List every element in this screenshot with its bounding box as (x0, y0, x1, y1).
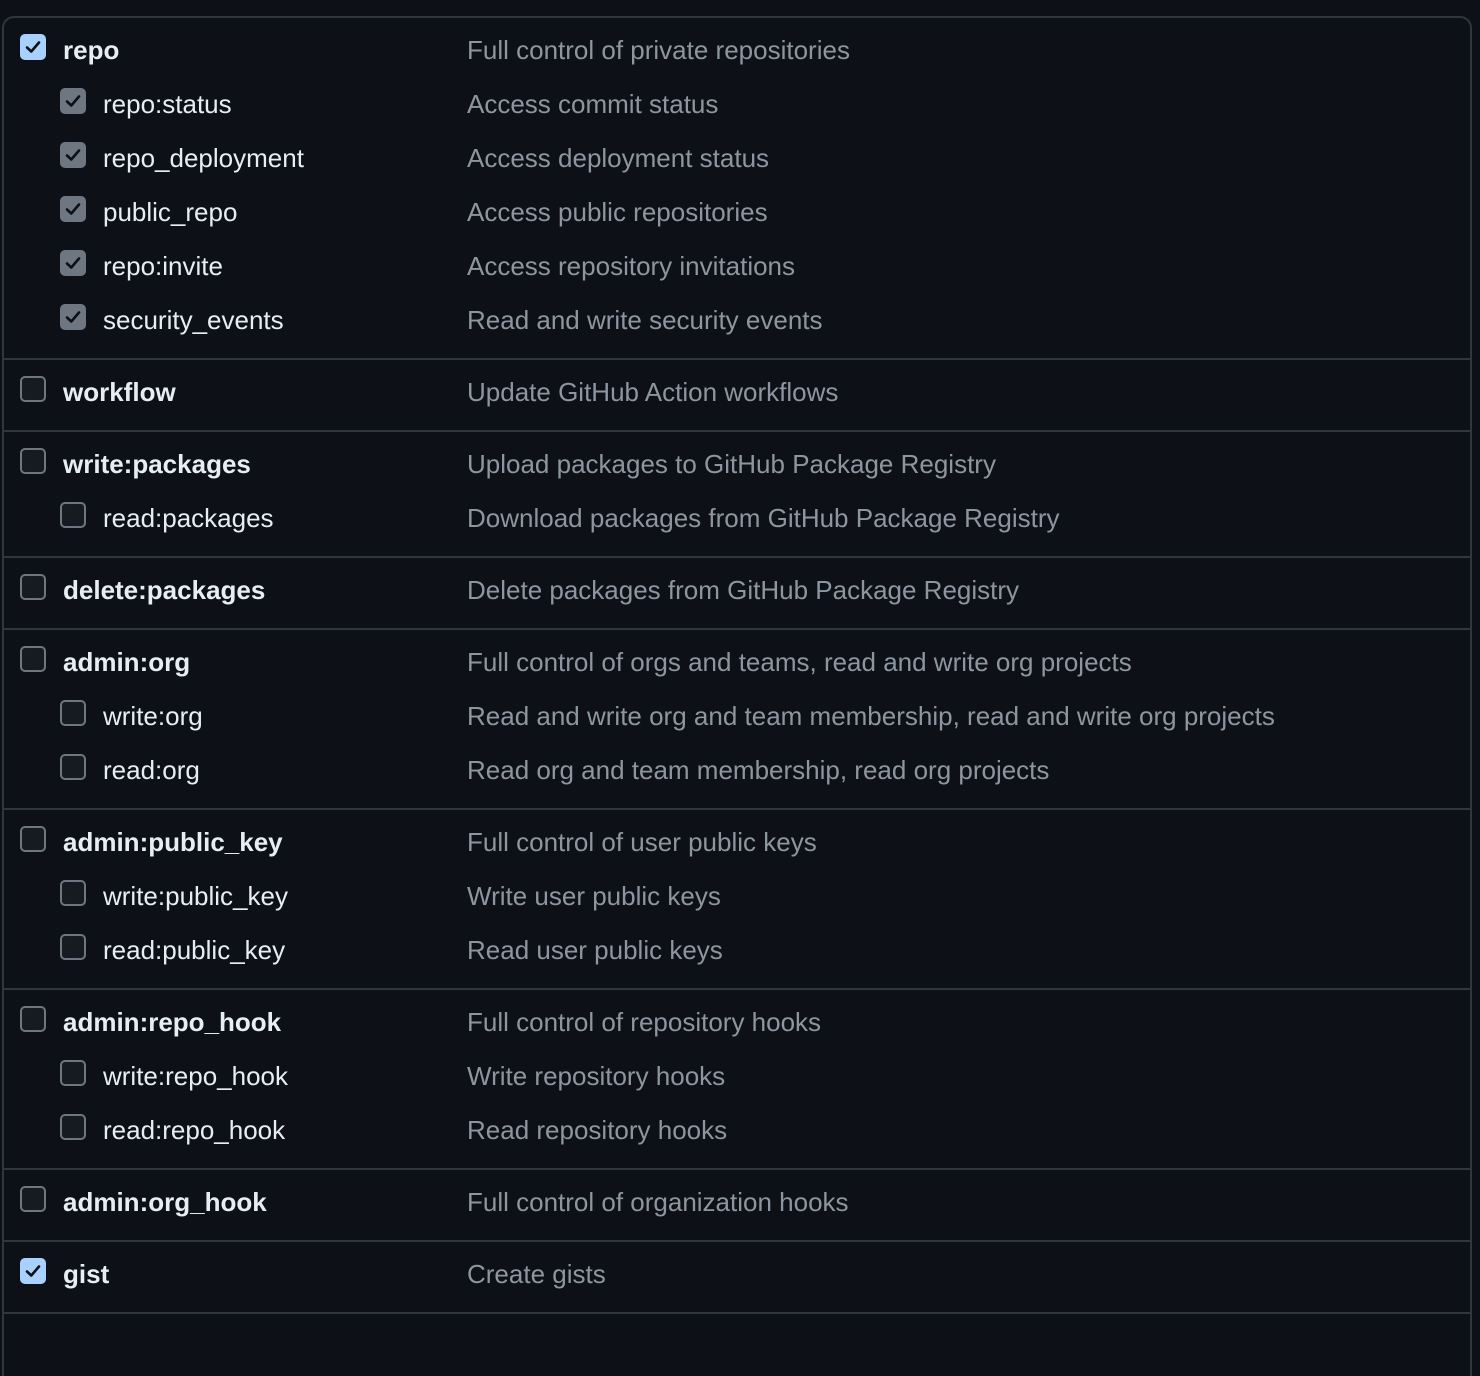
scope-description: Read user public keys (467, 935, 723, 965)
scope-row (4, 638, 1470, 692)
scope-row (4, 566, 1470, 620)
scope-name: workflow (63, 377, 176, 407)
scope-name: repo:invite (103, 251, 223, 281)
scope-name: write:repo_hook (103, 1061, 288, 1091)
check-icon (23, 37, 43, 57)
scope-row (4, 818, 1470, 872)
check-icon (63, 253, 83, 273)
scope-description: Write user public keys (467, 881, 721, 911)
check-icon (23, 1261, 43, 1281)
scope-checkbox-security-events[interactable] (60, 304, 86, 330)
scope-group-delete-packages (4, 558, 1470, 630)
scope-group-admin-public-key (4, 810, 1470, 990)
scope-description: Full control of orgs and teams, read and write org projects (467, 647, 1132, 677)
scope-checkbox-read-repo-hook[interactable] (60, 1114, 86, 1140)
scope-row (4, 1178, 1470, 1232)
scope-description: Read org and team membership, read org projects (467, 755, 1050, 785)
scope-group-workflow (4, 360, 1470, 432)
scope-name: admin:org_hook (63, 1187, 267, 1217)
scope-name: security_events (103, 305, 284, 335)
scope-checkbox-admin-public-key[interactable] (20, 826, 46, 852)
scope-description: Create gists (467, 1259, 606, 1289)
scope-checkbox-admin-org[interactable] (20, 646, 46, 672)
scope-name: write:public_key (103, 881, 288, 911)
scope-description: Full control of private repositories (467, 35, 850, 65)
scope-description: Access public repositories (467, 197, 768, 227)
scope-name: write:org (103, 701, 203, 731)
scope-row (4, 368, 1470, 422)
scope-group-repo (4, 18, 1470, 360)
subscope-row (4, 1106, 1470, 1160)
scope-name: repo_deployment (103, 143, 304, 173)
scope-name: admin:org (63, 647, 191, 677)
subscope-row (4, 134, 1470, 188)
scope-description: Full control of repository hooks (467, 1007, 822, 1037)
scope-checkbox-read-public-key[interactable] (60, 934, 86, 960)
scope-name: read:org (103, 755, 200, 785)
subscope-row (4, 296, 1470, 350)
subscope-row (4, 494, 1470, 548)
scope-checkbox-write-repo-hook[interactable] (60, 1060, 86, 1086)
scope-row (4, 440, 1470, 494)
scope-checkbox-repo-deployment[interactable] (60, 142, 86, 168)
scope-name: repo (63, 35, 120, 65)
scope-name: admin:public_key (63, 827, 283, 857)
scopes-panel (2, 16, 1472, 1376)
scope-description: Full control of organization hooks (467, 1187, 849, 1217)
scope-name: repo:status (103, 89, 232, 119)
scope-checkbox-write-packages[interactable] (20, 448, 46, 474)
subscope-row (4, 692, 1470, 746)
scope-checkbox-admin-repo-hook[interactable] (20, 1006, 46, 1032)
scope-checkbox-workflow[interactable] (20, 376, 46, 402)
scope-name: delete:packages (63, 575, 266, 605)
scope-description: Write repository hooks (467, 1061, 726, 1091)
subscope-row (4, 926, 1470, 980)
scope-description: Full control of user public keys (467, 827, 817, 857)
scope-row (4, 26, 1470, 80)
check-icon (63, 307, 83, 327)
scope-group-admin-org (4, 630, 1470, 810)
scope-name: admin:repo_hook (63, 1007, 282, 1037)
scope-checkbox-write-public-key[interactable] (60, 880, 86, 906)
scope-description: Read and write security events (467, 305, 823, 335)
scope-checkbox-admin-org-hook[interactable] (20, 1186, 46, 1212)
check-icon (63, 145, 83, 165)
scope-checkbox-read-packages[interactable] (60, 502, 86, 528)
scope-name: read:packages (103, 503, 274, 533)
scope-group-gist (4, 1242, 1470, 1314)
scope-description: Read repository hooks (467, 1115, 728, 1145)
subscope-row (4, 242, 1470, 296)
scope-description: Read and write org and team membership, read and write org projects (467, 701, 1275, 731)
scope-checkbox-delete-packages[interactable] (20, 574, 46, 600)
scope-description: Update GitHub Action workflows (467, 377, 839, 407)
scope-description: Access repository invitations (467, 251, 796, 281)
scope-description: Access deployment status (467, 143, 770, 173)
scope-name: write:packages (63, 449, 251, 479)
scope-name: public_repo (103, 197, 238, 227)
subscope-row (4, 872, 1470, 926)
scope-row (4, 998, 1470, 1052)
scope-checkbox-write-org[interactable] (60, 700, 86, 726)
scope-name: gist (63, 1259, 110, 1289)
scope-description: Download packages from GitHub Package Registry (467, 503, 1060, 533)
scope-checkbox-repo[interactable] (20, 34, 46, 60)
scope-checkbox-repo-invite[interactable] (60, 250, 86, 276)
check-icon (63, 199, 83, 219)
scope-checkbox-public-repo[interactable] (60, 196, 86, 222)
scope-name: read:public_key (103, 935, 286, 965)
scope-checkbox-gist[interactable] (20, 1258, 46, 1284)
scope-group-admin-org-hook (4, 1170, 1470, 1242)
check-icon (63, 91, 83, 111)
subscope-row (4, 80, 1470, 134)
subscope-row (4, 746, 1470, 800)
scope-checkbox-repo-status[interactable] (60, 88, 86, 114)
scope-description: Delete packages from GitHub Package Registry (467, 575, 1020, 605)
scope-description: Access commit status (467, 89, 719, 119)
scope-group-admin-repo-hook (4, 990, 1470, 1170)
subscope-row (4, 1052, 1470, 1106)
subscope-row (4, 188, 1470, 242)
scope-description: Upload packages to GitHub Package Registry (467, 449, 996, 479)
scope-group-write-packages (4, 432, 1470, 558)
scope-name: read:repo_hook (103, 1115, 286, 1145)
scope-row (4, 1250, 1470, 1304)
scope-checkbox-read-org[interactable] (60, 754, 86, 780)
